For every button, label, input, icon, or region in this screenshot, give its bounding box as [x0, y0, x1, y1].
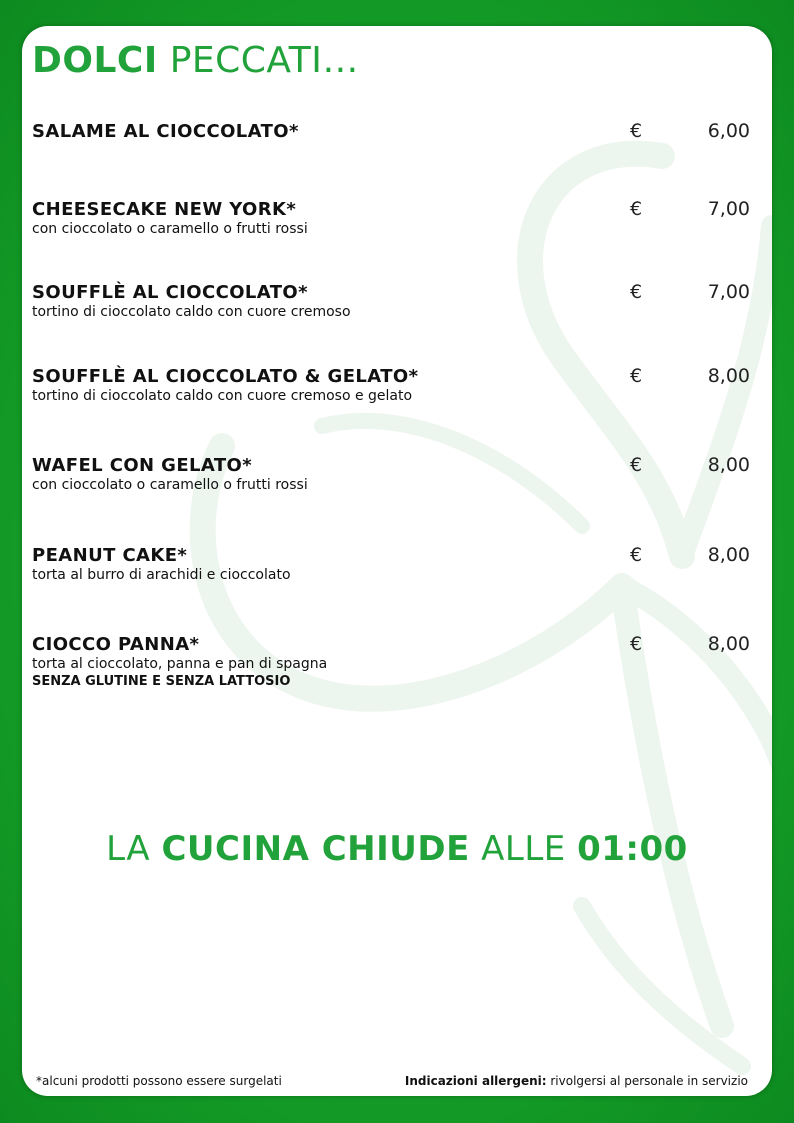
kitchen-closing-notice [22, 829, 772, 869]
item-name: CHEESECAKE NEW YORK* [32, 199, 297, 220]
item-allergen-note: SENZA GLUTINE E SENZA LATTOSIO [32, 674, 291, 689]
menu-item [32, 634, 752, 689]
allergen-note [405, 1074, 748, 1088]
allergen-text: rivolgersi al personale in servizio [546, 1074, 748, 1088]
item-name: SOUFFLÈ AL CIOCCOLATO* [32, 282, 308, 303]
closing-part: ALLE [469, 829, 578, 869]
menu-item [32, 545, 752, 583]
item-desc: con cioccolato o caramello o frutti rossi [32, 477, 308, 493]
title-light: PECCATI… [169, 40, 359, 81]
item-name: WAFEL CON GELATO* [32, 455, 253, 476]
closing-time: 01:00 [577, 829, 688, 869]
closing-part: CUCINA CHIUDE [161, 829, 470, 869]
item-name: SALAME AL CIOCCOLATO* [32, 121, 299, 142]
item-name: SOUFFLÈ AL CIOCCOLATO & GELATO* [32, 366, 419, 387]
price-value: 8,00 [707, 544, 750, 566]
menu-item [32, 282, 752, 320]
currency-symbol: € [630, 454, 643, 476]
title-bold: DOLCI [32, 40, 158, 81]
menu-item [32, 121, 752, 142]
currency-symbol: € [630, 365, 643, 387]
currency-symbol: € [630, 120, 643, 142]
menu-item [32, 366, 752, 404]
item-desc: tortino di cioccolato caldo con cuore cremoso [32, 304, 351, 320]
price-value: 6,00 [707, 120, 750, 142]
page-title [32, 40, 359, 81]
item-name: PEANUT CAKE* [32, 545, 188, 566]
currency-symbol: € [630, 544, 643, 566]
item-desc: torta al cioccolato, panna e pan di spagna [32, 656, 328, 672]
closing-part: LA [106, 829, 162, 869]
item-name: CIOCCO PANNA* [32, 634, 200, 655]
price-value: 8,00 [707, 365, 750, 387]
frozen-products-note: *alcuni prodotti possono essere surgelati [36, 1074, 282, 1088]
menu-item [32, 199, 752, 237]
menu-card [22, 26, 772, 1096]
currency-symbol: € [630, 281, 643, 303]
currency-symbol: € [630, 198, 643, 220]
price-value: 8,00 [707, 633, 750, 655]
menu-item [32, 455, 752, 493]
price-value: 7,00 [707, 281, 750, 303]
currency-symbol: € [630, 633, 643, 655]
allergen-label: Indicazioni allergeni: [404, 1074, 547, 1088]
item-desc: torta al burro di arachidi e cioccolato [32, 567, 291, 583]
price-value: 7,00 [707, 198, 750, 220]
item-desc: con cioccolato o caramello o frutti rossi [32, 221, 308, 237]
price-value: 8,00 [707, 454, 750, 476]
item-desc: tortino di cioccolato caldo con cuore cremoso e gelato [32, 388, 413, 404]
